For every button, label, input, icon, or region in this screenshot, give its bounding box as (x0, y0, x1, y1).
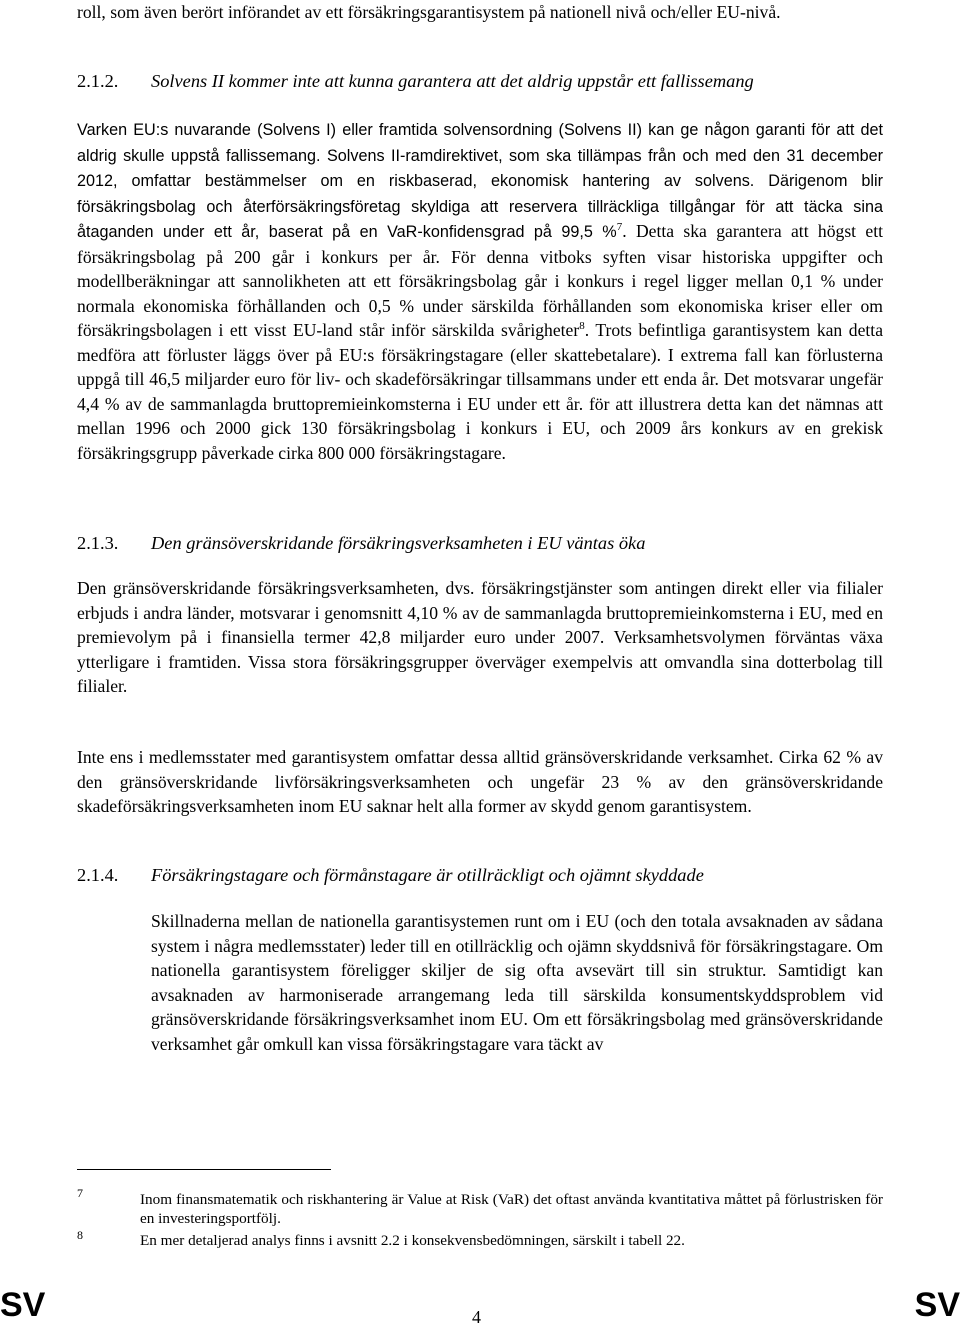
paragraph-text: . Trots befintliga garantisystem kan detta medföra att förluster läggs över på EU:s försäkringstagare (eller skattebetalare). I extrema fall kan förlusterna uppgå till 46,5 miljarder euro för liv- och skadeförsäkringar tillsammans under ett enda år. Det motsvarar ungefär 4,4 % av de sammanlagda bruttopremieinkomsterna i EU under ett år. för att illustrera detta kan det nämnas att mellan 1996 och 2000 gick 130 försäkringsbolag i konkurs i EU, och 2009 års konkurs av en grekisk försäkringsgrupp påverkade cirka 800 000 försäkringstagare. (77, 320, 883, 463)
section-title: Solvens II kommer inte att kunna garantera att det aldrig uppstår ett fallissemang (151, 71, 754, 91)
footnote-text: Inom finansmatematik och riskhantering är Value at Risk (VaR) det oftast använda kvantitativa måttet på förlustrisken för en investeringsportfölj. (140, 1191, 883, 1227)
section-title: Den gränsöverskridande försäkringsverksamheten i EU väntas öka (151, 533, 646, 553)
paragraph-protection: Skillnaderna mellan de nationella garantisystemen runt om i EU (och den totala avsaknaden av sådana system i några medlemsstater) leder till en otillräcklig och ojämn skyddsnivå för försäkringstagare. Om nationella garantisystem föreligger skiljer de sig ofta avsevärt till sin struktur. Samtidigt kan avsaknaden av harmoniserade arrangemang leda till särskilda konsumentskyddsproblem vid gränsöverskridande försäkringsverksamhet inom EU. Om ett försäkringsbolag med gränsöverskridande verksamhet går omkull kan vissa försäkringstagare vara täckt av (151, 911, 883, 1054)
paragraph-text: . Detta ska garantera att högst ett försäkringsbolag på 200 går i konkurs per år. För denna vitboks syften visar historiska uppgifter och modellberäkningar att sannolikheten att ett försäkringsbolag går i konkurs i regel ligger mellan 0,1 % under normala ekonomiska förhållanden och 0,5 % under särskilda förhållanden som ekonomiska kriser eller om försäkringsbolagen i ett visst EU-land står inför särskilda svårigheter (77, 221, 883, 340)
footnote-number: 7 (77, 1186, 83, 1200)
footnote-text: En mer detaljerad analys finns i avsnitt 2.2 i konsekvensbedömningen, särskilt i tabell 22. (140, 1232, 685, 1249)
paragraph-solvens (77, 117, 883, 465)
paragraph-text: Varken EU:s nuvarande (Solvens I) eller framtida solvensordning (Solvens II) kan ge någon garanti för att det aldrig skulle uppstå fallissemang. Solvens II-ramdirektivet, som ska tillämpas från och med den 31 december 2012, omfattar bestämmelser om en riskbaserad, ekonomisk hantering av solvens. Därigenom blir försäkringsbolag och återförsäkringsföretag skyldiga att reservera tillräckliga tillgångar för att täcka sina åtaganden under ett år, baserat på en VaR-konfidensgrad på 99,5 % (77, 121, 883, 241)
section-title: Försäkringstagare och förmånstagare är otillräckligt och ojämnt skyddade (151, 865, 704, 885)
footnote-ref-7[interactable]: 7 (616, 221, 623, 234)
section-number: 2.1.2. (77, 71, 119, 91)
footnote-number: 8 (77, 1228, 83, 1242)
footnote-ref-8[interactable]: 8 (579, 320, 585, 333)
footnote-divider (77, 1169, 331, 1170)
paragraph-cross-border: Den gränsöverskridande försäkringsverksamheten, dvs. försäkringstjänster som antingen direkt eller via filialer erbjuds i andra länder, motsvarar i genomsnitt 4,10 % av de sammanlagda bruttopremieinkomsterna i EU, med en premievolym på i finansiella termer 42,8 miljarder euro under 2007. Verksamhetsvolymen förväntas växa ytterligare i framtiden. Vissa stora försäkringsgrupper överväger exempelvis att omvandla sina dotterbolag till filialer. (77, 578, 883, 696)
footer-language-left: SV (0, 1286, 46, 1324)
section-number: 2.1.4. (77, 865, 119, 885)
intro-paragraph: roll, som även berört införandet av ett försäkringsgarantisystem på nationell nivå och/eller EU-nivå. (77, 2, 781, 22)
page-number: 4 (472, 1307, 481, 1327)
paragraph-guarantee-scope: Inte ens i medlemsstater med garantisystem omfattar dessa alltid gränsöverskridande verksamhet. Cirka 62 % av den gränsöverskridande livförsäkringsverksamheten och ungefär 23 % av den gränsöverskridande skadeförsäkringsverksamheten inom EU saknar helt alla former av skydd genom garantisystem. (77, 747, 883, 816)
section-number: 2.1.3. (77, 533, 119, 553)
footer-language-right: SV (914, 1286, 960, 1324)
